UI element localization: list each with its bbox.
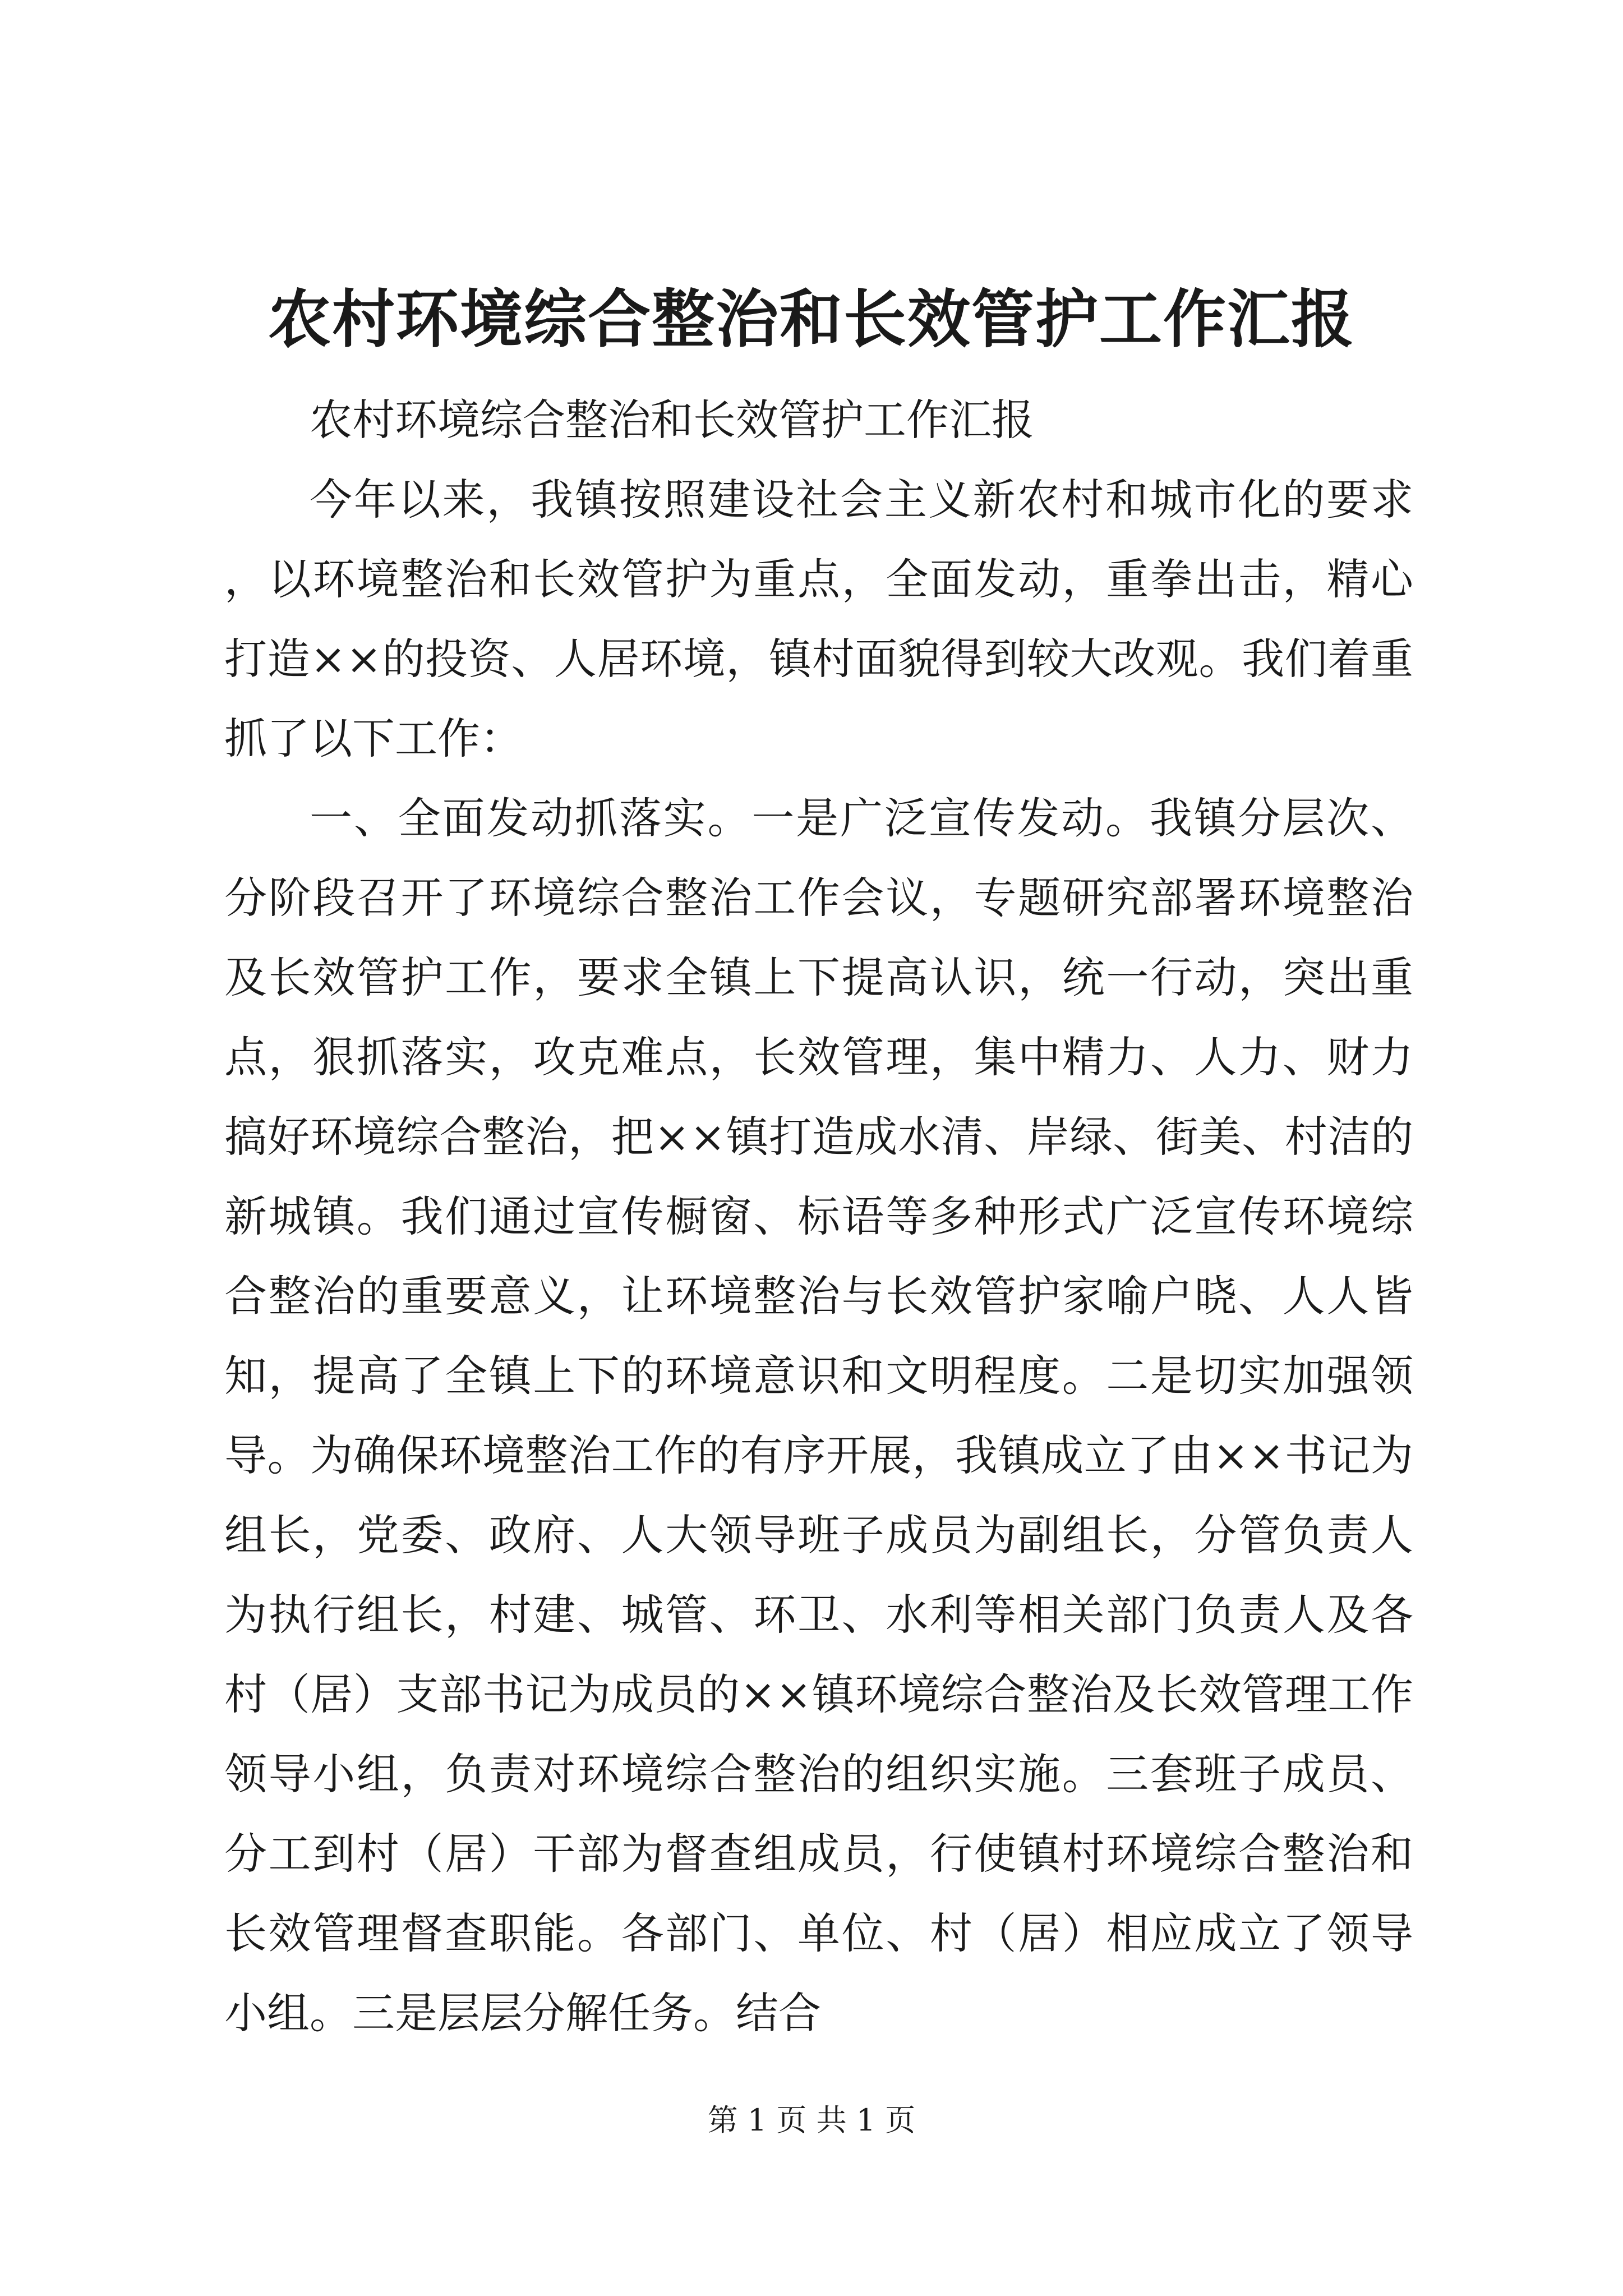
paragraph-subtitle: 农村环境综合整治和长效管护工作汇报	[310, 395, 1034, 445]
page-footer: 第 1 页 共 1 页	[707, 2102, 916, 2138]
document-body	[224, 380, 1413, 2053]
paragraph-section-one: 一、全面发动抓落实。一是广泛宣传发动。我镇分层次、分阶段召开了环境综合整治工作会议，专题研究部署环境整治及长效管护工作，要求全镇上下提高认识，统一行动，突出重点，狠抓落实，攻克难点，长效管理，集中精力、人力、财力搞好环境综合整治，把××镇打造成水清、岸绿、街美、村洁的新城镇。我们通过宣传橱窗、标语等多种形式广泛宣传环境综合整治的重要意义，让环境整治与长效管护家喻户晓、人人皆知，提高了全镇上下的环境意识和文明程度。二是切实加强领导。为确保环境整治工作的有序开展，我镇成立了由××书记为组长，党委、政府、人大领导班子成员为副组长，分管负责人为执行组长，村建、城管、环卫、水利等相关部门负责人及各村（居）支部书记为成员的××镇环境综合整治及长效管理工作领导小组，负责对环境综合整治的组织实施。三套班子成员、分工到村（居）干部为督查组成员，行使镇村环境综合整治和长效管理督查职能。各部门、单位、村（居）相应成立了领导小组。三是层层分解任务。结合	[224, 793, 1413, 2038]
paragraph-intro: 今年以来，我镇按照建设社会主义新农村和城市化的要求，以环境整治和长效管护为重点，全面发动，重拳出击，精心打造××的投资、人居环境，镇村面貌得到较大改观。我们着重抓了以下工作：	[224, 475, 1413, 763]
document-title: 农村环境综合整治和长效管护工作汇报	[268, 283, 1355, 356]
